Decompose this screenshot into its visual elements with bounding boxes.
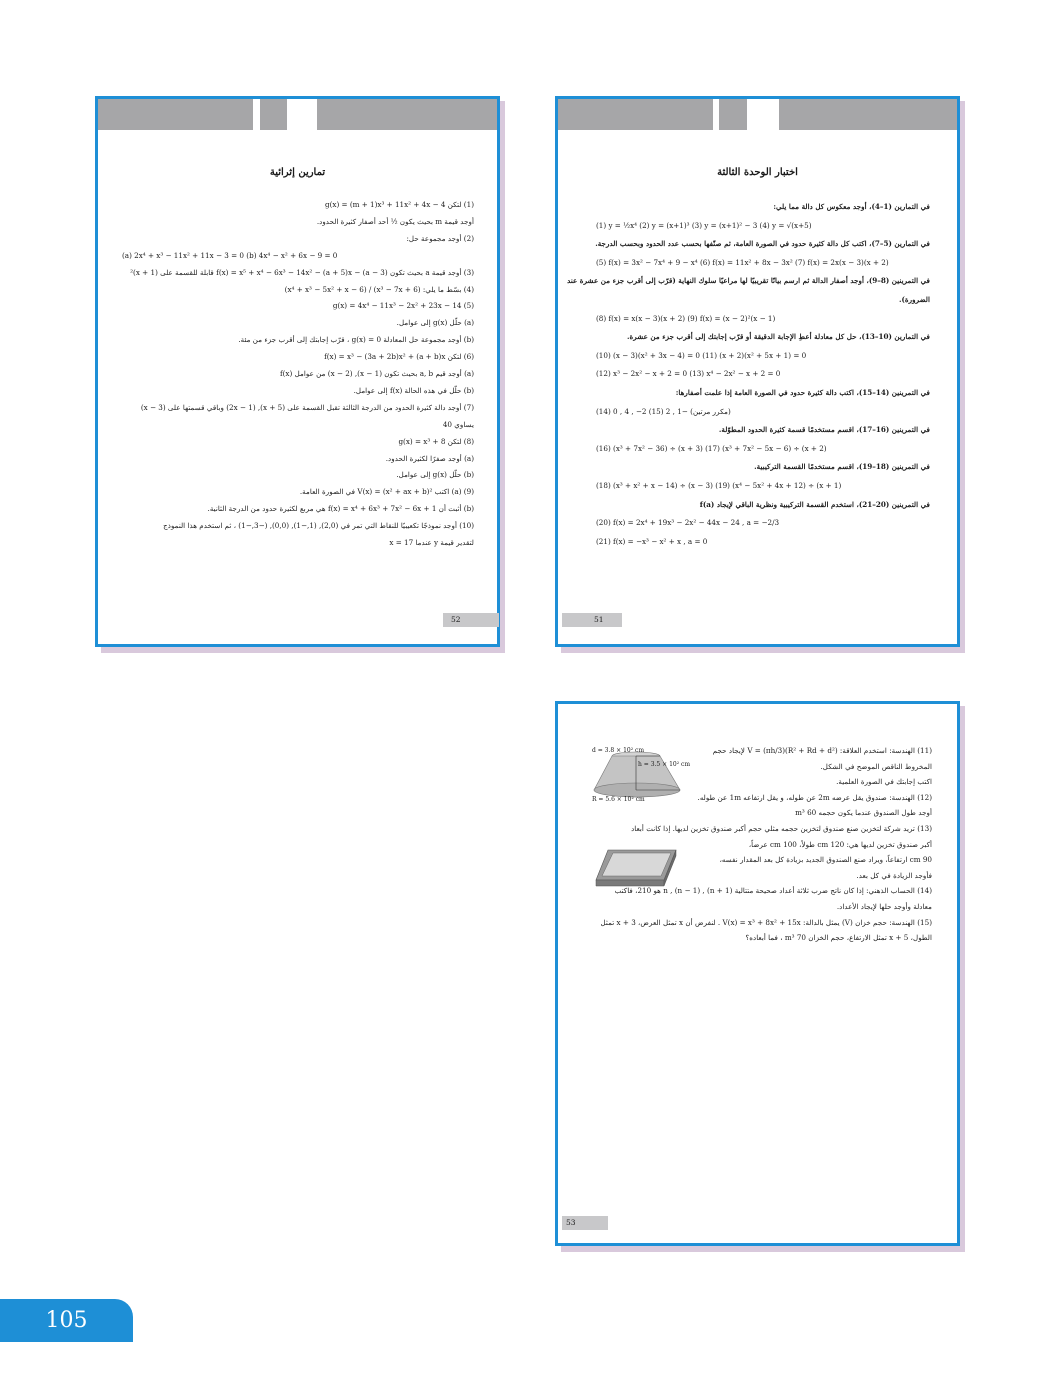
exercise-line: (14) 0 , 4 , −2 (15) 2 , 1− (مكرر مرتين): [596, 406, 731, 416]
exercise-line: (a) أوجد قيم a, b بحيث تكون (x − 1), (x − 2) من عوامل f(x): [279, 369, 474, 378]
figure-label-d: d = 3.8 × 10² cm: [592, 747, 645, 754]
exercise-line: (8) f(x) = x(x − 3)(x + 2) (9) f(x) = (x − 2)²(x − 1): [596, 313, 776, 323]
exercise-line: الضرورة).: [899, 295, 930, 304]
page-51-header-notch: [747, 99, 779, 130]
exercise-line: في التمرينين (8–9)، أوجد أصفار الدالة ثم ارسم بيانًا تقريبيًا لها مراعيًا سلوك النهاية (قرّب إلى أقرب جزء من عشرة عند: [567, 276, 930, 286]
exercise-line: (5) f(x) = 3x² − 7x⁴ + 9 − x⁴ (6) f(x) = 11x² + 8x − 3x² (7) f(x) = 2x(x − 3)(x + 2): [596, 257, 889, 267]
page-51-number: [562, 613, 622, 627]
page-52-header-notch: [287, 99, 317, 130]
exercise-line: في التمارين (10–13)، حل كل معادلة أعطِ الإجابة الدقيقة أو قرّب إجابتك إلى أقرب جزء من عشرة.: [627, 332, 930, 342]
exercise-line: لتقدير قيمة y عندما x = 17: [389, 538, 474, 547]
exercise-line: (b) أوجد مجموعة حل المعادلة g(x) = 0 ، قرّب إجابتك إلى أقرب جزء من مئة.: [238, 335, 474, 345]
exercise-line: 90 cm ارتفاعاً، ويراد صنع الصندوق الجديد بزيادة كل بعد المقدار نفسه،: [719, 855, 932, 865]
exercise-line: في التمرينين (18–19)، اقسم مستخدمًا القسمة التركيبية.: [754, 462, 930, 472]
exercise-line: (4) بسّط ما يلي: (x³ − 7x + 6) / (x⁴ + x³ − 5x² + x − 6): [284, 284, 474, 294]
page-52-title: تمارين إثرائية: [269, 167, 326, 178]
exercise-line: (6) لتكن f(x) = x³ − (3a + 2b)x² + (a + b)x: [324, 352, 474, 362]
page-52: [95, 96, 500, 647]
exercise-line: (1) y = ½x⁴ (2) y = (x+1)³ (3) y = (x+1)² − 3 (4) y = √(x+5): [596, 220, 812, 230]
exercise-line: (15) الهندسة: حجم خزان (V) يمثل بالدالة: V(x) = x³ + 8x² + 15x . لنفرض أن x تمثل العرض، x + 3 تمثل: [600, 917, 932, 927]
page-53: [555, 701, 960, 1246]
figure-label-R: R = 5.6 × 10² cm: [592, 796, 645, 803]
page-52-header-notch: [253, 99, 260, 130]
exercise-line: في التمارين (1–4)، أوجد معكوس كل دالة مما يلي:: [773, 202, 930, 211]
exercise-line: في التمارين (5–7)، اكتب كل دالة كثيرة حدود في الصورة العامة، ثم صنّفها بحسب عدد الحدود وبحسب الدرجة.: [595, 239, 930, 249]
exercise-line: (14) الحساب الذهني: إذا كان ناتج ضرب ثلاثة أعداد صحيحة متتالية (n + 1) , n , (n − 1) هو 210، فاكتب: [614, 886, 932, 896]
storage-box-figure: [594, 846, 678, 894]
exercise-line: في التمرينين (16–17)، اقسم مستخدمًا قسمة كثيرة الحدود المطوّلة.: [718, 425, 930, 435]
exercise-line: (13) تريد شركة لتخزين صنع صندوق لتخزين حجمه مثلي حجم أكبر صندوق تخزين لديها. إذا كانت أبعاد: [631, 824, 932, 833]
exercise-line: أوجد قيمة m بحيث يكون ½ أحد أصفار كثيرة الحدود.: [316, 216, 474, 226]
exercise-line: في التمرينين (14–15)، اكتب دالة كثيرة حدود في الصورة العامة إذا علمت أصفارها:: [675, 388, 930, 397]
exercise-line: في التمرينين (20–21)، استخدم القسمة التركيبية ونظرية الباقي لإيجاد f(a): [699, 499, 930, 509]
exercise-line: (11) الهندسة: استخدم العلاقة: V = (πh/3)(R² + Rd + d²) لإيجاد حجم: [712, 746, 932, 755]
exercise-line: اكتب إجابتك في الصورة العلمية.: [836, 777, 932, 787]
exercise-line: أوجد طول الصندوق عندما يكون حجمه 60 m³: [795, 808, 932, 818]
exercise-line: (20) f(x) = 2x⁴ + 19x³ − 2x² − 44x − 24 , a = −2/3: [596, 518, 780, 528]
exercise-line: (12) x³ − 2x² − x + 2 = 0 (13) x⁴ − 2x² − x + 2 = 0: [596, 369, 781, 379]
exercise-line: (12) الهندسة: صندوق يقل عرضه 2m عن طوله، و يقل ارتفاعه 1m عن طوله.: [697, 792, 932, 802]
exercise-line: (7) أوجد دالة كثيرة الحدود من الدرجة الثالثة تقبل القسمة على (x + 5), (2x − 1) وباقي قسمتها على (x − 3): [140, 402, 474, 412]
exercise-line: (16) (x³ + 7x² − 36) ÷ (x + 3) (17) (x³ + 7x² − 5x − 6) ÷ (x + 2): [596, 443, 827, 453]
exercise-line: (a) أوجد صفرًا لكثيرة الحدود.: [385, 453, 474, 463]
exercise-line: (b) أثبت أن f(x) = x⁴ + 6x³ + 7x² − 6x + 1 هي مربع لكثيرة حدود من الدرجة الثانية.: [207, 504, 474, 514]
exercise-line: (a) حلّل g(x) إلى عوامل.: [396, 318, 474, 328]
exercise-line: (a) 2x⁴ + x³ − 11x² + 11x − 3 = 0 (b) 4x⁴ − x² + 6x − 9 = 0: [122, 250, 338, 260]
exercise-line: معادلة وأوجد حلها لإيجاد الأعداد.: [836, 902, 932, 911]
exercise-line: أكبر صندوق تخزين لديها هي: 120 cm طولاً، 100 cm عرضاً،: [748, 839, 932, 849]
exercise-line: (2) أوجد مجموعة حل:: [406, 233, 474, 243]
exercise-line: (10) (x − 3)(x² + 3x − 4) = 0 (11) (x + 2)(x² + 5x + 1) = 0: [596, 350, 807, 360]
exercise-line: (18) (x³ + x² + x − 14) ÷ (x − 3) (19) (x⁴ − 5x² + 4x + 12) ÷ (x + 1): [596, 481, 842, 490]
exercise-line: (b) حلّل في هذه الحالة f(x) إلى عوامل.: [353, 385, 474, 395]
exercise-line: فأوجد الزيادة في كل بعد.: [856, 870, 932, 880]
figure-label-h: h = 3.5 × 10² cm: [638, 761, 691, 768]
page-51-title: اختبار الوحدة الثالثة: [717, 167, 798, 178]
book-page-number: 105: [0, 1299, 133, 1342]
exercise-line: (10) أوجد نموذجًا تكعيبيًا للنقاط التي تمر في (2,0), (1,−1), (0,0), (−3,−1) ، ثم استخدم هذا النموذج: [163, 521, 474, 531]
exercise-line: (9) (a) اكتب V(x) = (x² + ax + b)² في الصورة العامة.: [299, 487, 474, 497]
exercise-line: (21) f(x) = −x³ − x² + x , a = 0: [596, 536, 708, 546]
exercise-line: يساوي 40: [442, 419, 474, 429]
page-53-number-text: 53: [566, 1218, 576, 1227]
page-51: [555, 96, 960, 647]
page-53-number: [562, 1216, 608, 1230]
exercise-line: (5) g(x) = 4x⁴ − 11x³ − 2x² + 23x − 14: [332, 301, 474, 311]
page-51-number-text: 51: [594, 615, 604, 624]
exercise-line: (3) أوجد قيمة a بحيث تكون f(x) = x⁵ + x⁴ − 6x³ − 14x² − (a + 5)x − (a − 3) قابلة للقسمة على (x + 1)²: [130, 267, 474, 277]
page-51-header-notch: [713, 99, 719, 130]
exercise-line: (b) حلّل g(x) إلى عوامل.: [396, 470, 474, 480]
exercise-line: (8) لتكن g(x) = x³ + 8: [398, 436, 474, 446]
exercise-line: (1) لتكن g(x) = (m + 1)x³ + 11x² + 4x − 4: [324, 200, 474, 209]
page-52-number-text: 52: [451, 615, 461, 624]
page-52-number: [443, 613, 499, 627]
exercise-line: المخروط الناقص الموضح في الشكل.: [820, 761, 932, 771]
exercise-line: الطول، x + 5 تمثل الارتفاع، حجم الخزان 70 m³ ، فما أبعاده؟: [745, 933, 932, 943]
